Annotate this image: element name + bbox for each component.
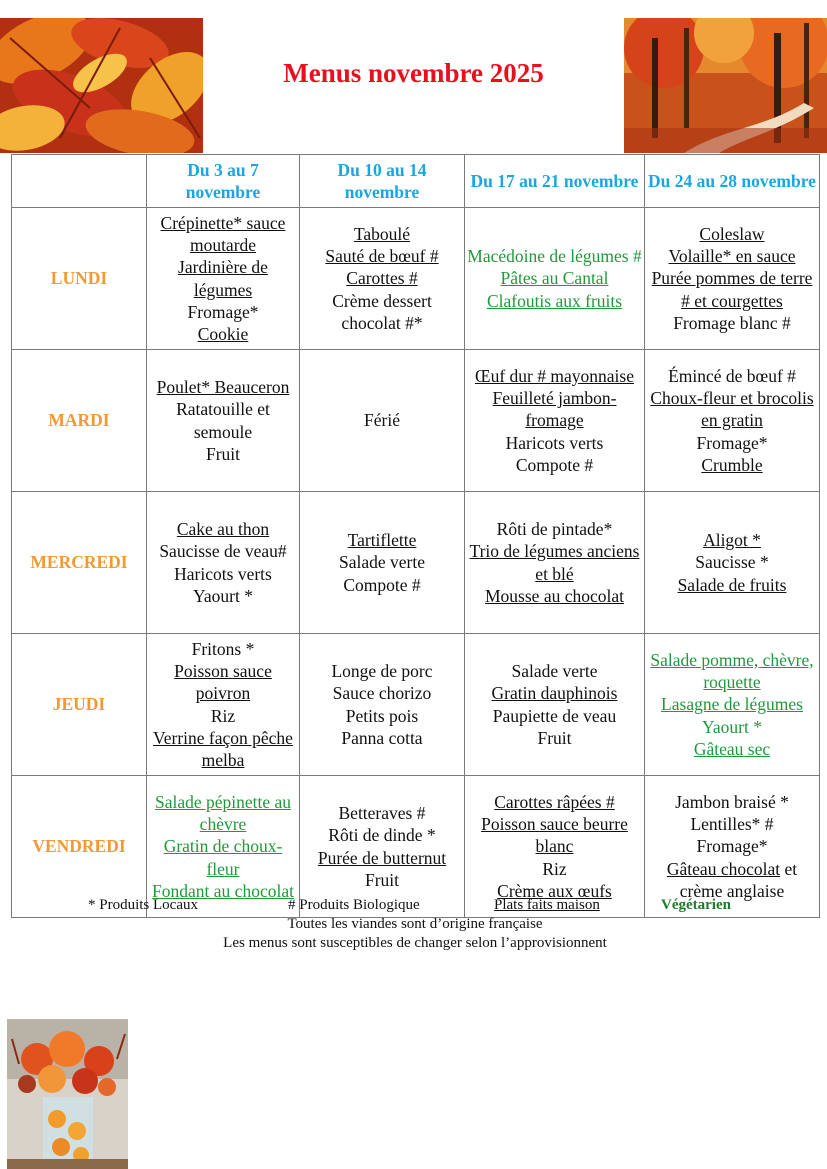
dish-text: Crumble bbox=[701, 454, 763, 475]
dish-text: Salade verte bbox=[511, 660, 598, 681]
legend-homemade: Plats faits maison bbox=[494, 897, 600, 913]
dish-text: Choux-fleur et brocolis en gratin bbox=[650, 388, 814, 431]
dish-item bbox=[302, 245, 462, 267]
legend-row bbox=[11, 896, 819, 915]
dish-item bbox=[647, 529, 817, 551]
dish-item bbox=[149, 638, 297, 660]
page-title: Menus novembre 2025 bbox=[283, 58, 544, 88]
menu-cell bbox=[300, 492, 465, 634]
day-name: MERCREDI bbox=[12, 492, 147, 634]
dish-item bbox=[302, 727, 462, 749]
dish-text: Longe de porc bbox=[331, 660, 433, 681]
dish-text: Purée pommes de terre # et courgettes bbox=[651, 268, 813, 311]
day-row-mercredi bbox=[12, 492, 820, 634]
legend-vegetarian: Végétarien bbox=[661, 897, 731, 913]
dish-text: Sauce chorizo bbox=[332, 683, 432, 704]
dish-item bbox=[149, 835, 297, 880]
dish-item bbox=[149, 301, 297, 323]
dish-item bbox=[647, 387, 817, 432]
dish-item bbox=[647, 245, 817, 267]
dish-item bbox=[647, 432, 817, 454]
dish-item bbox=[647, 693, 817, 715]
dish-item bbox=[302, 660, 462, 682]
dish-item bbox=[149, 376, 297, 398]
week-header-row bbox=[12, 155, 820, 208]
dish-item bbox=[467, 660, 642, 682]
dish-text: Cake au thon bbox=[176, 518, 270, 539]
dish-text: Cookie bbox=[197, 324, 249, 345]
week-header: Du 3 au 7 novembre bbox=[147, 155, 300, 208]
dish-item bbox=[647, 223, 817, 245]
dish-text: Gratin dauphinois bbox=[491, 683, 618, 704]
dish-text: Fruit bbox=[205, 443, 241, 464]
day-name: MARDI bbox=[12, 350, 147, 492]
week-header: Du 10 au 14 novembre bbox=[300, 155, 465, 208]
dish-item bbox=[647, 551, 817, 573]
dish-item bbox=[149, 518, 297, 540]
dish-item bbox=[647, 716, 817, 738]
dish-item bbox=[302, 802, 462, 824]
legend-bio: # Produits Biologique bbox=[288, 897, 420, 913]
dish-item bbox=[149, 256, 297, 301]
dish-item bbox=[467, 813, 642, 858]
dish-text: Pâtes au Cantal bbox=[500, 268, 609, 289]
dish-item bbox=[302, 290, 462, 335]
dish-text: Salade verte bbox=[339, 552, 425, 573]
dish-part: Gâteau chocolat bbox=[666, 858, 781, 879]
dish-item bbox=[467, 454, 642, 476]
menu-cell bbox=[645, 492, 820, 634]
menu-cell bbox=[645, 634, 820, 776]
legend-local: * Produits Locaux bbox=[88, 897, 198, 913]
corner-cell bbox=[12, 155, 147, 208]
dish-item bbox=[302, 682, 462, 704]
dish-text: Riz bbox=[542, 858, 567, 879]
dish-item bbox=[149, 660, 297, 705]
dish-text: Clafoutis aux fruits bbox=[486, 290, 623, 311]
dish-text: Fruit bbox=[537, 727, 572, 748]
dish-text: Fritons * bbox=[191, 638, 255, 659]
day-row-lundi bbox=[12, 208, 820, 350]
dish-item bbox=[302, 529, 462, 551]
dish-text: Yaourt * bbox=[193, 585, 253, 606]
dish-text: Rôti de dinde * bbox=[328, 825, 436, 846]
dish-text: Férié bbox=[364, 410, 400, 431]
dish-text: Salade de fruits bbox=[677, 574, 787, 595]
dish-item bbox=[302, 847, 462, 869]
menu-cell bbox=[300, 634, 465, 776]
menu-cell bbox=[645, 350, 820, 492]
dish-text: Feuilleté jambon-fromage bbox=[492, 388, 617, 431]
legend bbox=[11, 896, 819, 953]
week-header: Du 24 au 28 novembre bbox=[645, 155, 820, 208]
dish-text: Petits pois bbox=[345, 705, 419, 726]
dish-text: Fromage* bbox=[696, 432, 768, 453]
dish-item bbox=[647, 454, 817, 476]
day-name: JEUDI bbox=[12, 634, 147, 776]
dish-text: Lentilles* # bbox=[690, 814, 774, 835]
dish-item bbox=[149, 540, 297, 562]
dish-text: Paupiette de veau bbox=[492, 705, 617, 726]
dish-text: Aligot * bbox=[703, 530, 761, 551]
dish-text: Salade pomme, chèvre, roquette bbox=[650, 649, 814, 693]
menu-cell bbox=[465, 492, 645, 634]
dish-text: Taboulé bbox=[353, 223, 411, 244]
dish-text: Carottes râpées # bbox=[494, 791, 615, 812]
dish-item bbox=[647, 791, 817, 813]
dish-text: Compote # bbox=[515, 454, 594, 475]
dish-text: Œuf dur # mayonnaise bbox=[475, 365, 634, 386]
menu-cell bbox=[645, 208, 820, 350]
dish-item bbox=[467, 682, 642, 704]
day-name: LUNDI bbox=[12, 208, 147, 350]
dish-text: Riz bbox=[210, 705, 236, 726]
dish-text: Saucisse * bbox=[695, 552, 769, 573]
autumn-leaves-image bbox=[0, 18, 203, 153]
dish-item bbox=[149, 727, 297, 772]
dish-text: Ratatouille et semoule bbox=[176, 399, 270, 442]
dish-item bbox=[467, 432, 642, 454]
menu-cell bbox=[147, 492, 300, 634]
dish-text: Purée de butternut bbox=[317, 847, 447, 868]
dish-item bbox=[467, 387, 642, 432]
dish-text: Carottes # bbox=[346, 268, 418, 289]
dish-item bbox=[467, 245, 642, 267]
menu-cell bbox=[147, 350, 300, 492]
dish-item bbox=[149, 563, 297, 585]
dish-item bbox=[467, 290, 642, 312]
dish-item bbox=[149, 398, 297, 443]
dish-text: Gratin de choux-fleur bbox=[163, 836, 283, 879]
dish-item bbox=[647, 738, 817, 760]
dish-text: Fromage* bbox=[696, 836, 768, 857]
dish-item bbox=[302, 267, 462, 289]
menu-table bbox=[11, 154, 820, 918]
dish-text: Saucisse de veau# bbox=[159, 541, 287, 562]
dish-item bbox=[467, 791, 642, 813]
autumn-forest-image bbox=[624, 18, 827, 153]
dish-text: Gâteau sec bbox=[693, 738, 771, 759]
dish-text: Betteraves # bbox=[338, 802, 426, 823]
dish-text: Lasagne de légumes bbox=[661, 694, 803, 715]
dish-text: Panna cotta bbox=[341, 727, 423, 748]
dish-text: Sauté de bœuf # bbox=[325, 246, 439, 267]
dish-text: Coleslaw bbox=[699, 223, 765, 244]
dish-item bbox=[149, 323, 297, 345]
dish-text: Fruit bbox=[364, 869, 400, 890]
dish-text: Jardinière de légumes bbox=[178, 257, 268, 300]
day-row-mardi bbox=[12, 350, 820, 492]
dish-item bbox=[149, 212, 297, 257]
menu-cell bbox=[465, 634, 645, 776]
dish-text: Poisson sauce poivron bbox=[174, 660, 272, 704]
dish-text: Fromage blanc # bbox=[673, 312, 791, 333]
dish-part: et crème anglaise bbox=[679, 858, 798, 901]
menu-cell bbox=[465, 350, 645, 492]
flower-bouquet-image bbox=[7, 1019, 128, 1169]
dish-text: Macédoine de légumes # bbox=[467, 246, 642, 267]
dish-text: Crépinette* sauce moutarde bbox=[160, 212, 286, 255]
dish-text: Yaourt * bbox=[702, 716, 762, 737]
dish-item bbox=[467, 540, 642, 585]
dish-item bbox=[302, 824, 462, 846]
day-name: VENDREDI bbox=[12, 776, 147, 918]
menu-cell bbox=[147, 208, 300, 350]
menu-cell bbox=[465, 208, 645, 350]
dish-text: Compote # bbox=[343, 574, 421, 595]
dish-item bbox=[467, 705, 642, 727]
dish-item bbox=[149, 791, 297, 836]
dish-text: Mousse au chocolat bbox=[485, 585, 624, 606]
dish-item bbox=[149, 585, 297, 607]
day-row-jeudi bbox=[12, 634, 820, 776]
dish-text: Fromage* bbox=[187, 301, 259, 322]
dish-item bbox=[647, 835, 817, 857]
note-origin: Toutes les viandes sont d’origine française bbox=[287, 916, 543, 932]
dish-item bbox=[302, 409, 462, 431]
dish-item bbox=[149, 443, 297, 465]
dish-item bbox=[467, 267, 642, 289]
dish-text: Crème dessert chocolat #* bbox=[332, 290, 432, 333]
menu-cell bbox=[300, 350, 465, 492]
dish-text: Trio de légumes anciens et blé bbox=[469, 541, 640, 584]
dish-item bbox=[647, 267, 817, 312]
dish-item bbox=[647, 813, 817, 835]
menu-cell bbox=[147, 634, 300, 776]
dish-item bbox=[302, 223, 462, 245]
dish-item bbox=[647, 574, 817, 596]
dish-item bbox=[467, 858, 642, 880]
dish-item bbox=[302, 551, 462, 573]
dish-text: Rôti de pintade* bbox=[496, 518, 613, 539]
dish-text: Jambon braisé * bbox=[675, 791, 789, 812]
dish-item bbox=[302, 705, 462, 727]
dish-item bbox=[149, 705, 297, 727]
dish-item bbox=[302, 574, 462, 596]
dish-text: Crème aux œufs bbox=[497, 880, 612, 901]
dish-item bbox=[302, 869, 462, 891]
dish-item bbox=[467, 585, 642, 607]
dish-text: Poulet* Beauceron bbox=[156, 376, 290, 397]
dish-text: Tartiflette bbox=[347, 530, 417, 551]
dish-item bbox=[647, 649, 817, 694]
dish-text: Verrine façon pêche melba bbox=[153, 727, 293, 771]
menu-cell bbox=[300, 208, 465, 350]
dish-text: Haricots verts bbox=[505, 432, 604, 453]
dish-item bbox=[467, 727, 642, 749]
dish-item bbox=[647, 365, 817, 387]
dish-text: Salade pépinette au chèvre bbox=[154, 791, 292, 835]
week-header: Du 17 au 21 novembre bbox=[465, 155, 645, 208]
dish-item bbox=[467, 518, 642, 540]
note-changes: Les menus sont susceptibles de changer selon l’approvisionnent bbox=[223, 935, 607, 951]
dish-text: Émincé de bœuf # bbox=[668, 365, 796, 386]
dish-item bbox=[467, 365, 642, 387]
dish-text: Poisson sauce beurre blanc bbox=[481, 814, 628, 857]
dish-text: Volaille* en sauce bbox=[668, 246, 796, 267]
dish-text: Fondant au chocolat bbox=[152, 880, 294, 901]
dish-text: Haricots verts bbox=[174, 563, 272, 584]
dish-item bbox=[647, 312, 817, 334]
